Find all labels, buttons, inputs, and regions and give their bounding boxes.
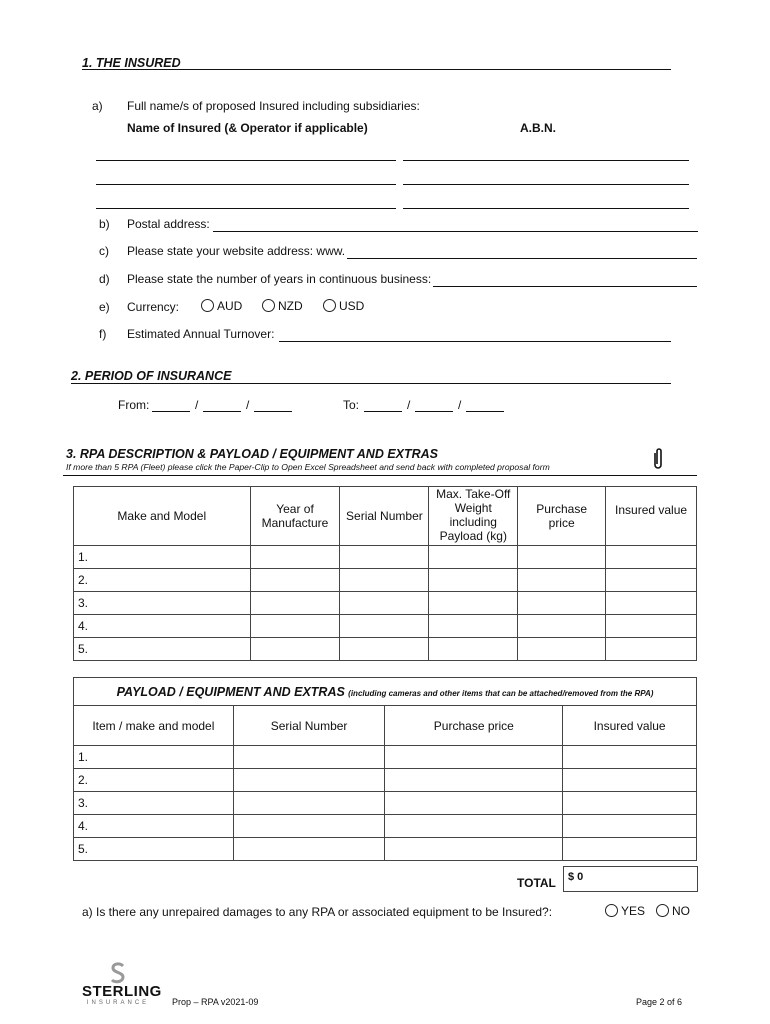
years-in-business-field[interactable] — [433, 286, 697, 287]
aud-radio[interactable] — [201, 299, 214, 312]
section-1-title: 1. THE INSURED — [82, 56, 181, 70]
from-day-field[interactable] — [152, 411, 190, 412]
no-radio[interactable] — [656, 904, 669, 917]
item-a-text: Full name/s of proposed Insured including subsidiaries: — [127, 99, 420, 113]
turnover-label: Estimated Annual Turnover: — [127, 327, 275, 341]
col-year: Year of Manufacture — [250, 487, 340, 546]
logo-text: STERLING — [82, 983, 162, 1000]
damage-no-option[interactable]: NO — [656, 904, 690, 918]
abn-header: A.B.N. — [520, 121, 556, 135]
sterling-logo — [82, 962, 162, 1006]
table-row: 2. — [74, 769, 697, 792]
abn-field-2[interactable] — [403, 184, 689, 185]
from-slash-1: / — [195, 398, 199, 412]
damage-yes-option[interactable]: YES — [605, 904, 645, 918]
rpa-table — [73, 486, 697, 661]
to-day-field[interactable] — [364, 411, 402, 412]
years-in-business-label: Please state the number of years in continuous business: — [127, 272, 432, 286]
total-value-field[interactable] — [563, 866, 698, 892]
col-serial: Serial Number — [233, 706, 385, 746]
usd-radio[interactable] — [323, 299, 336, 312]
fleet-note: If more than 5 RPA (Fleet) please click the Paper-Clip to Open Excel Spreadsheet and send back with completed proposal form — [66, 462, 550, 472]
table-row: 1. — [74, 746, 697, 769]
table-row: 3. — [74, 792, 697, 815]
website-label: Please state your website address: www. — [127, 244, 346, 258]
from-label: From: — [118, 398, 150, 412]
item-e-letter: e) — [99, 300, 110, 314]
logo-subtext: INSURANCE — [86, 1000, 150, 1006]
table-row: 5. — [74, 638, 697, 661]
from-month-field[interactable] — [203, 411, 241, 412]
table-row: 4. — [74, 815, 697, 838]
page-number: Page 2 of 6 — [636, 997, 683, 1007]
col-make-model: Make and Model — [74, 487, 251, 546]
table-row: 2. — [74, 569, 697, 592]
payload-table — [73, 677, 697, 861]
table-row: 3. — [74, 592, 697, 615]
insured-name-field-1[interactable] — [96, 160, 396, 161]
total-label: TOTAL — [517, 876, 556, 890]
to-year-field[interactable] — [466, 411, 504, 412]
from-year-field[interactable] — [254, 411, 292, 412]
rpa-table-header — [74, 487, 697, 546]
to-month-field[interactable] — [415, 411, 453, 412]
from-slash-2: / — [246, 398, 250, 412]
col-purchase: Purchase price — [518, 487, 606, 546]
table-row: 4. — [74, 615, 697, 638]
website-field[interactable] — [347, 258, 697, 259]
sterling-s-icon — [108, 962, 128, 984]
nzd-radio[interactable] — [262, 299, 275, 312]
total-value: $ 0 — [568, 871, 584, 883]
col-purchase: Purchase price — [385, 706, 563, 746]
item-f-letter: f) — [99, 327, 107, 341]
section-3-title: 3. RPA DESCRIPTION & PAYLOAD / EQUIPMENT AND EXTRAS — [66, 447, 439, 461]
currency-label: Currency: — [127, 300, 180, 314]
section-3-rule — [63, 475, 697, 476]
form-id: Prop – RPA v2021-09 — [172, 997, 259, 1007]
payload-title: PAYLOAD / EQUIPMENT AND EXTRAS — [116, 684, 345, 699]
yes-radio[interactable] — [605, 904, 618, 917]
postal-address-field[interactable] — [213, 231, 698, 232]
to-slash-1: / — [407, 398, 411, 412]
section-2-title: 2. PERIOD OF INSURANCE — [71, 369, 232, 383]
damage-question: a) Is there any unrepaired damages to any RPA or associated equipment to be Insured?: — [82, 905, 553, 919]
col-insured: Insured value — [563, 706, 697, 746]
to-label: To: — [343, 398, 360, 412]
section-2-rule — [71, 383, 671, 384]
payload-title-row — [74, 678, 697, 706]
turnover-field[interactable] — [279, 341, 671, 342]
insured-name-field-3[interactable] — [96, 208, 396, 209]
payload-subtitle: (including cameras and other items that can be attached/removed from the RPA) — [348, 688, 654, 698]
col-mtow: Max. Take-Off Weight including Payload (kg) — [429, 487, 518, 546]
section-1-rule — [82, 69, 671, 70]
to-slash-2: / — [458, 398, 462, 412]
item-d-letter: d) — [99, 272, 110, 286]
item-a-letter: a) — [92, 99, 103, 113]
item-b-letter: b) — [99, 217, 110, 231]
col-item: Item / make and model — [74, 706, 234, 746]
insured-name-field-2[interactable] — [96, 184, 396, 185]
payload-table-header — [74, 706, 697, 746]
table-row: 5. — [74, 838, 697, 861]
col-insured: Insured value — [606, 487, 697, 546]
abn-field-3[interactable] — [403, 208, 689, 209]
currency-nzd-option[interactable]: NZD — [262, 299, 303, 313]
paperclip-icon[interactable] — [651, 447, 665, 474]
abn-field-1[interactable] — [403, 160, 689, 161]
col-serial: Serial Number — [340, 487, 429, 546]
name-of-insured-header: Name of Insured (& Operator if applicable) — [127, 121, 368, 135]
currency-usd-option[interactable]: USD — [323, 299, 364, 313]
item-c-letter: c) — [99, 244, 109, 258]
table-row: 1. — [74, 546, 697, 569]
currency-aud-option[interactable]: AUD — [201, 299, 242, 313]
postal-address-label: Postal address: — [127, 217, 210, 231]
